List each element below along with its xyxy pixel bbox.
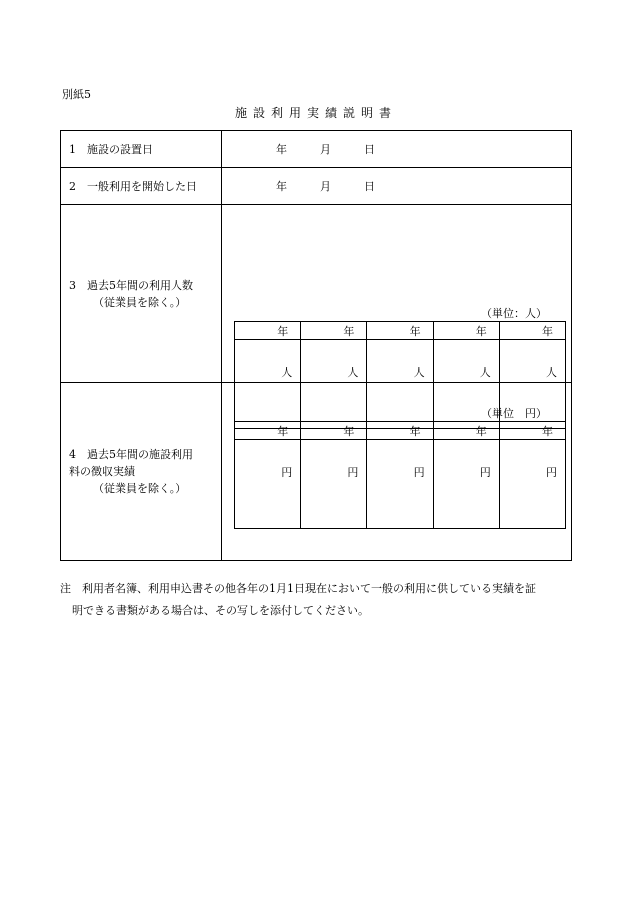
fee-collection-label-line3: （従業員を除く。） bbox=[93, 482, 187, 495]
month-label: 月 bbox=[320, 143, 331, 156]
user-count-unit: （単位：人） bbox=[481, 307, 547, 320]
year-header: 年 bbox=[499, 322, 565, 340]
year-header: 年 bbox=[367, 322, 433, 340]
user-count-label-line1: 3 過去5年間の利用人数 bbox=[69, 278, 193, 292]
user-count-value: 人 bbox=[235, 340, 301, 429]
row-established-date bbox=[61, 131, 572, 168]
document-title: 施設利用実績説明書 bbox=[234, 106, 397, 120]
row-fee-collection bbox=[61, 383, 572, 561]
day-label: 日 bbox=[364, 180, 375, 193]
fee-collection-value-row bbox=[235, 440, 566, 529]
fee-collection-value: 円 bbox=[433, 440, 499, 529]
established-date-field bbox=[222, 131, 572, 168]
fee-collection-label-line2: 料の徴収実績 bbox=[69, 465, 135, 478]
year-label: 年 bbox=[276, 143, 287, 156]
row-user-count bbox=[61, 205, 572, 383]
user-count-value: 人 bbox=[367, 340, 433, 429]
row-general-use-start bbox=[61, 168, 572, 205]
year-header: 年 bbox=[433, 422, 499, 440]
year-header: 年 bbox=[235, 422, 301, 440]
user-count-label bbox=[61, 205, 222, 383]
footnote-line1: 注 利用者名簿、利用申込書その他各年の1月1日現在において一般の利用に供している実績を証 bbox=[60, 582, 536, 595]
general-use-start-label: 2 一般利用を開始した日 bbox=[61, 168, 222, 205]
user-count-header-row bbox=[235, 322, 566, 340]
user-count-value: 人 bbox=[433, 340, 499, 429]
fee-collection-value: 円 bbox=[499, 440, 565, 529]
user-count-cell bbox=[222, 205, 572, 383]
year-label: 年 bbox=[276, 180, 287, 193]
fee-collection-label-line1: 4 過去5年間の施設利用 bbox=[69, 448, 193, 461]
footnote bbox=[60, 578, 580, 622]
footnote-line2: 明できる書類がある場合は、その写しを添付してください。 bbox=[72, 604, 369, 617]
fee-collection-subtable bbox=[234, 421, 566, 529]
annex-label: 別紙5 bbox=[62, 88, 91, 101]
fee-collection-unit: （単位 円） bbox=[481, 407, 547, 420]
established-date-label: 1 施設の設置日 bbox=[61, 131, 222, 168]
fee-collection-label bbox=[61, 383, 222, 561]
year-header: 年 bbox=[499, 422, 565, 440]
user-count-value: 人 bbox=[499, 340, 565, 429]
user-count-label-line2: （従業員を除く。） bbox=[93, 295, 187, 309]
general-use-start-field bbox=[222, 168, 572, 205]
year-header: 年 bbox=[301, 422, 367, 440]
day-label: 日 bbox=[364, 143, 375, 156]
user-count-value: 人 bbox=[301, 340, 367, 429]
fee-collection-value: 円 bbox=[301, 440, 367, 529]
fee-collection-header-row bbox=[235, 422, 566, 440]
year-header: 年 bbox=[301, 322, 367, 340]
fee-collection-value: 円 bbox=[367, 440, 433, 529]
year-header: 年 bbox=[367, 422, 433, 440]
year-header: 年 bbox=[433, 322, 499, 340]
fee-collection-cell bbox=[222, 383, 572, 561]
year-header: 年 bbox=[235, 322, 301, 340]
fee-collection-value: 円 bbox=[235, 440, 301, 529]
facility-usage-table bbox=[60, 130, 572, 561]
month-label: 月 bbox=[320, 180, 331, 193]
